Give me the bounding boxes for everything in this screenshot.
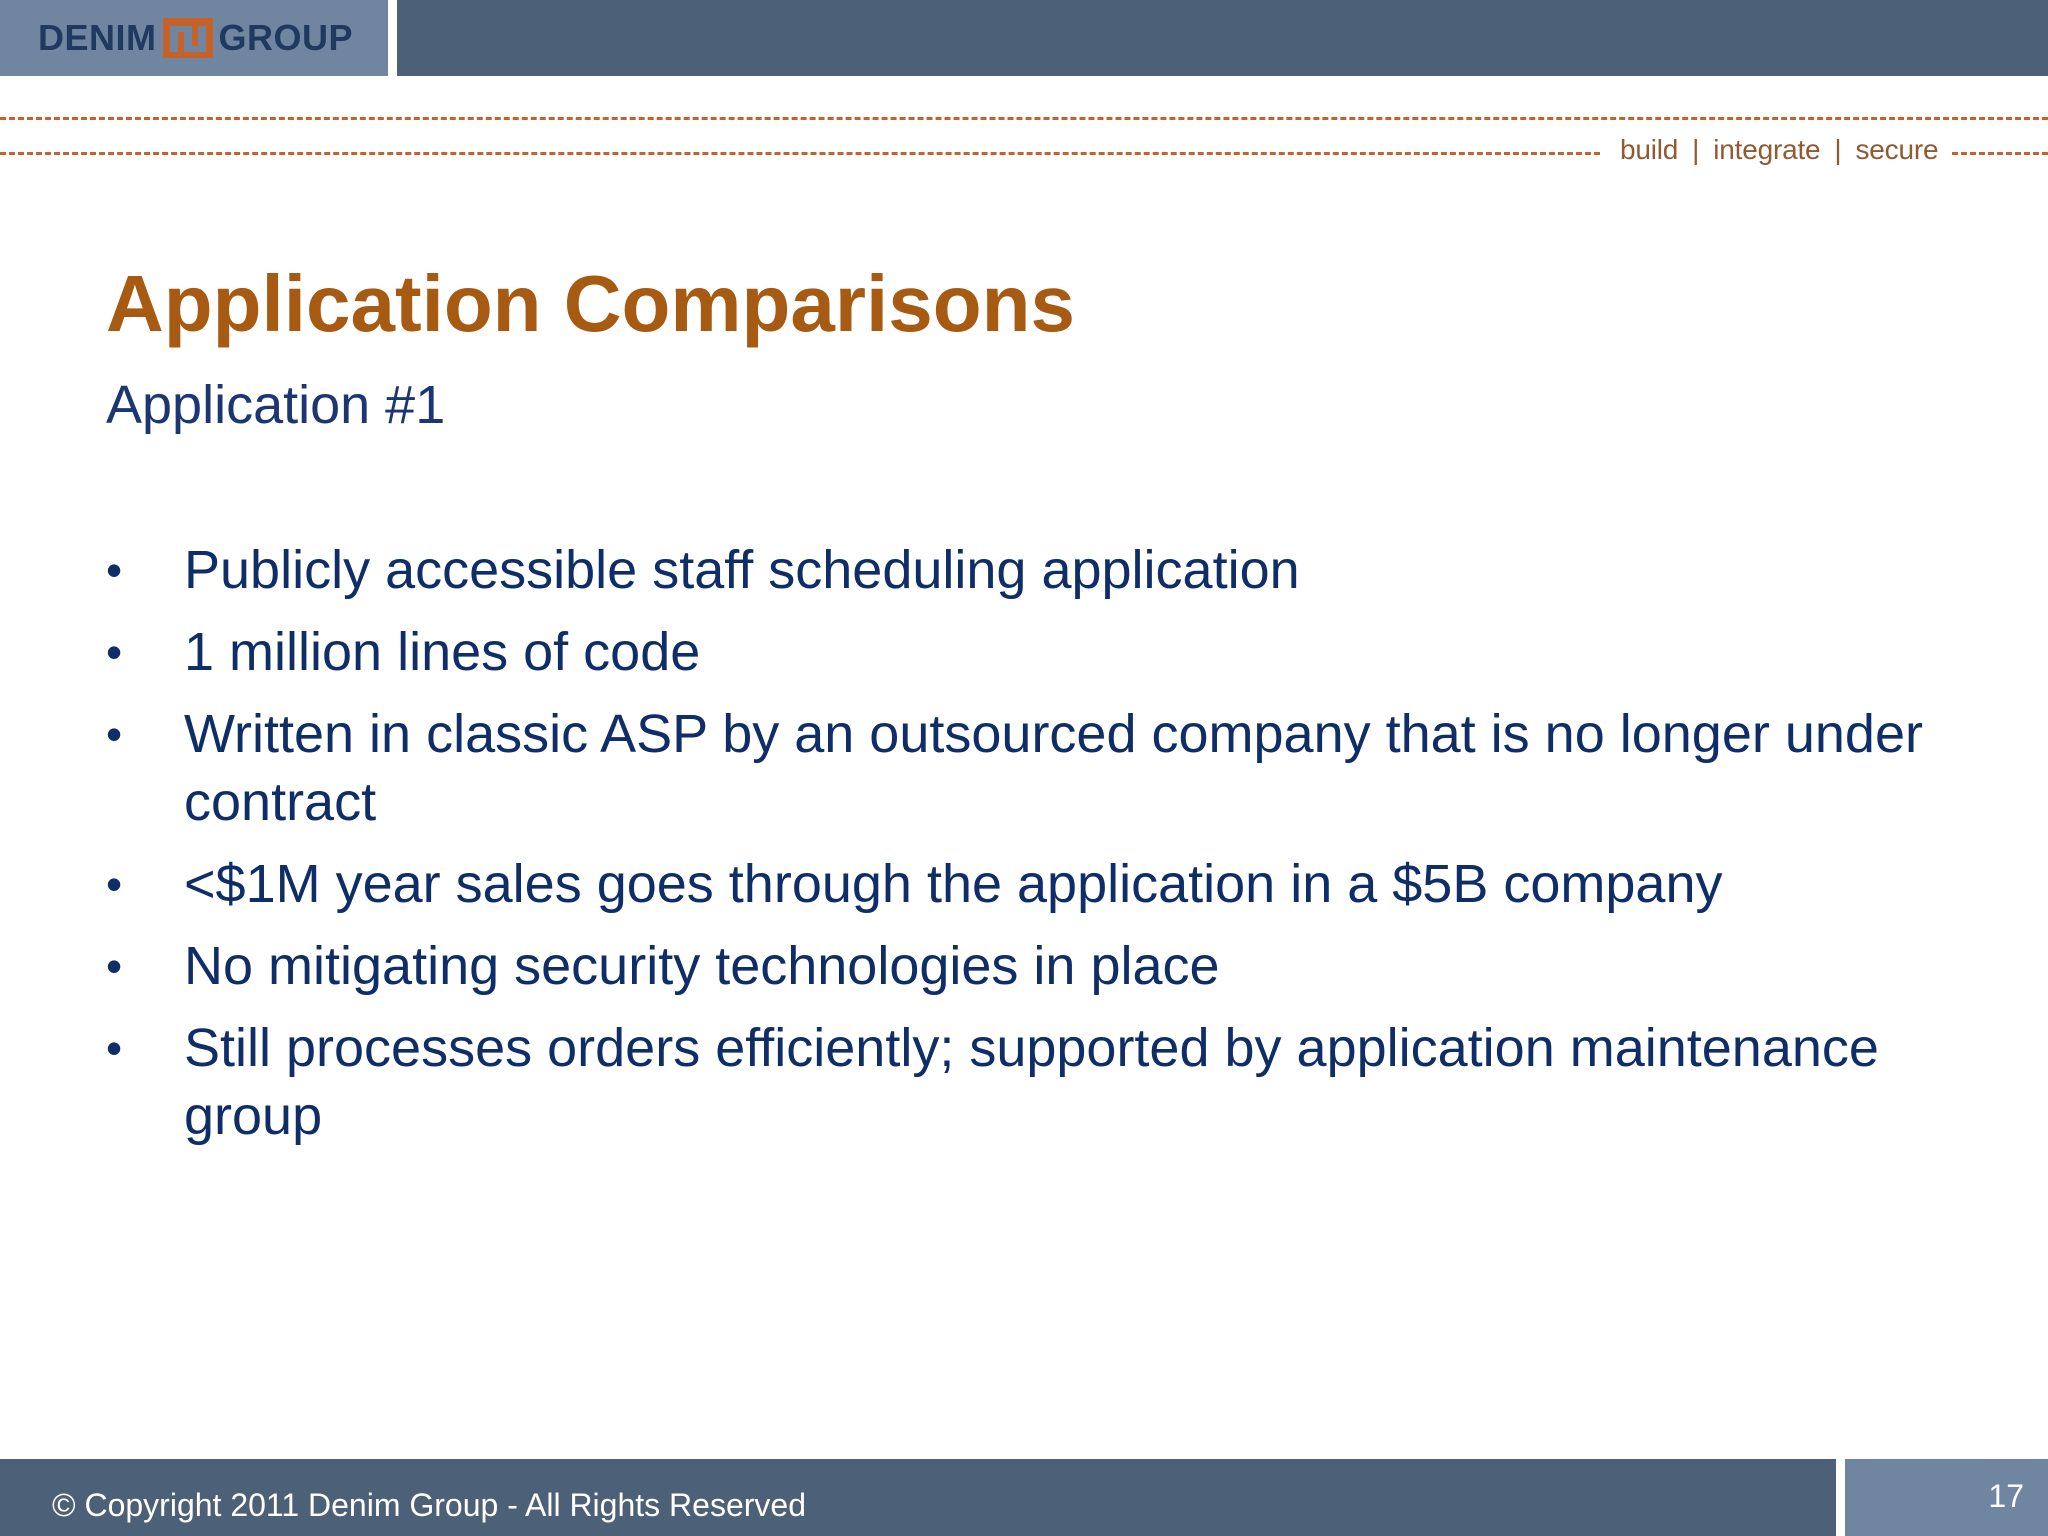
logo-mark-icon	[163, 18, 213, 58]
tagline-build: build	[1620, 134, 1679, 165]
bullet-icon: •	[106, 708, 123, 760]
bullet-text: 1 million lines of code	[184, 622, 701, 682]
bullet-item	[106, 850, 1926, 918]
bullet-text: Publicly accessible staff scheduling application	[184, 540, 1300, 600]
slide-subtitle: Application #1	[106, 375, 446, 435]
decorative-dashed-line	[0, 117, 2048, 120]
logo-text-right: GROUP	[218, 17, 354, 58]
copyright-text: © Copyright 2011 Denim Group - All Rights Reserved	[52, 1487, 806, 1523]
bullet-list	[106, 536, 1926, 1164]
tagline-secure: secure	[1855, 134, 1939, 165]
tagline	[1620, 134, 1938, 166]
bullet-text: No mitigating security technologies in place	[184, 936, 1220, 996]
bullet-icon: •	[106, 626, 123, 678]
bullet-icon: •	[106, 544, 123, 596]
decorative-dashed-line	[1952, 152, 2048, 155]
tagline-separator: |	[1834, 134, 1842, 165]
tagline-integrate: integrate	[1713, 134, 1821, 165]
bullet-icon: •	[106, 858, 123, 910]
bullet-item	[106, 932, 1926, 1000]
bullet-item	[106, 536, 1926, 604]
bullet-item	[106, 700, 1926, 836]
bullet-item	[106, 1014, 1926, 1150]
decorative-dashed-line	[0, 152, 1600, 155]
bullet-text: <$1M year sales goes through the application in a $5B company	[184, 854, 1723, 914]
bullet-text: Written in classic ASP by an outsourced company that is no longer under contract	[184, 704, 1923, 832]
company-logo	[0, 0, 388, 76]
slide-title: Application Comparisons	[106, 259, 1075, 348]
bullet-text: Still processes orders efficiently; supported by application maintenance group	[184, 1018, 1879, 1146]
page-number: 17	[1988, 1478, 2024, 1514]
logo-text-left: DENIM	[38, 17, 157, 58]
header-divider	[388, 0, 397, 76]
bullet-item	[106, 618, 1926, 686]
tagline-separator: |	[1692, 134, 1700, 165]
bullet-icon: •	[106, 940, 123, 992]
footer-divider	[1836, 1459, 1845, 1536]
bullet-icon: •	[106, 1022, 123, 1074]
